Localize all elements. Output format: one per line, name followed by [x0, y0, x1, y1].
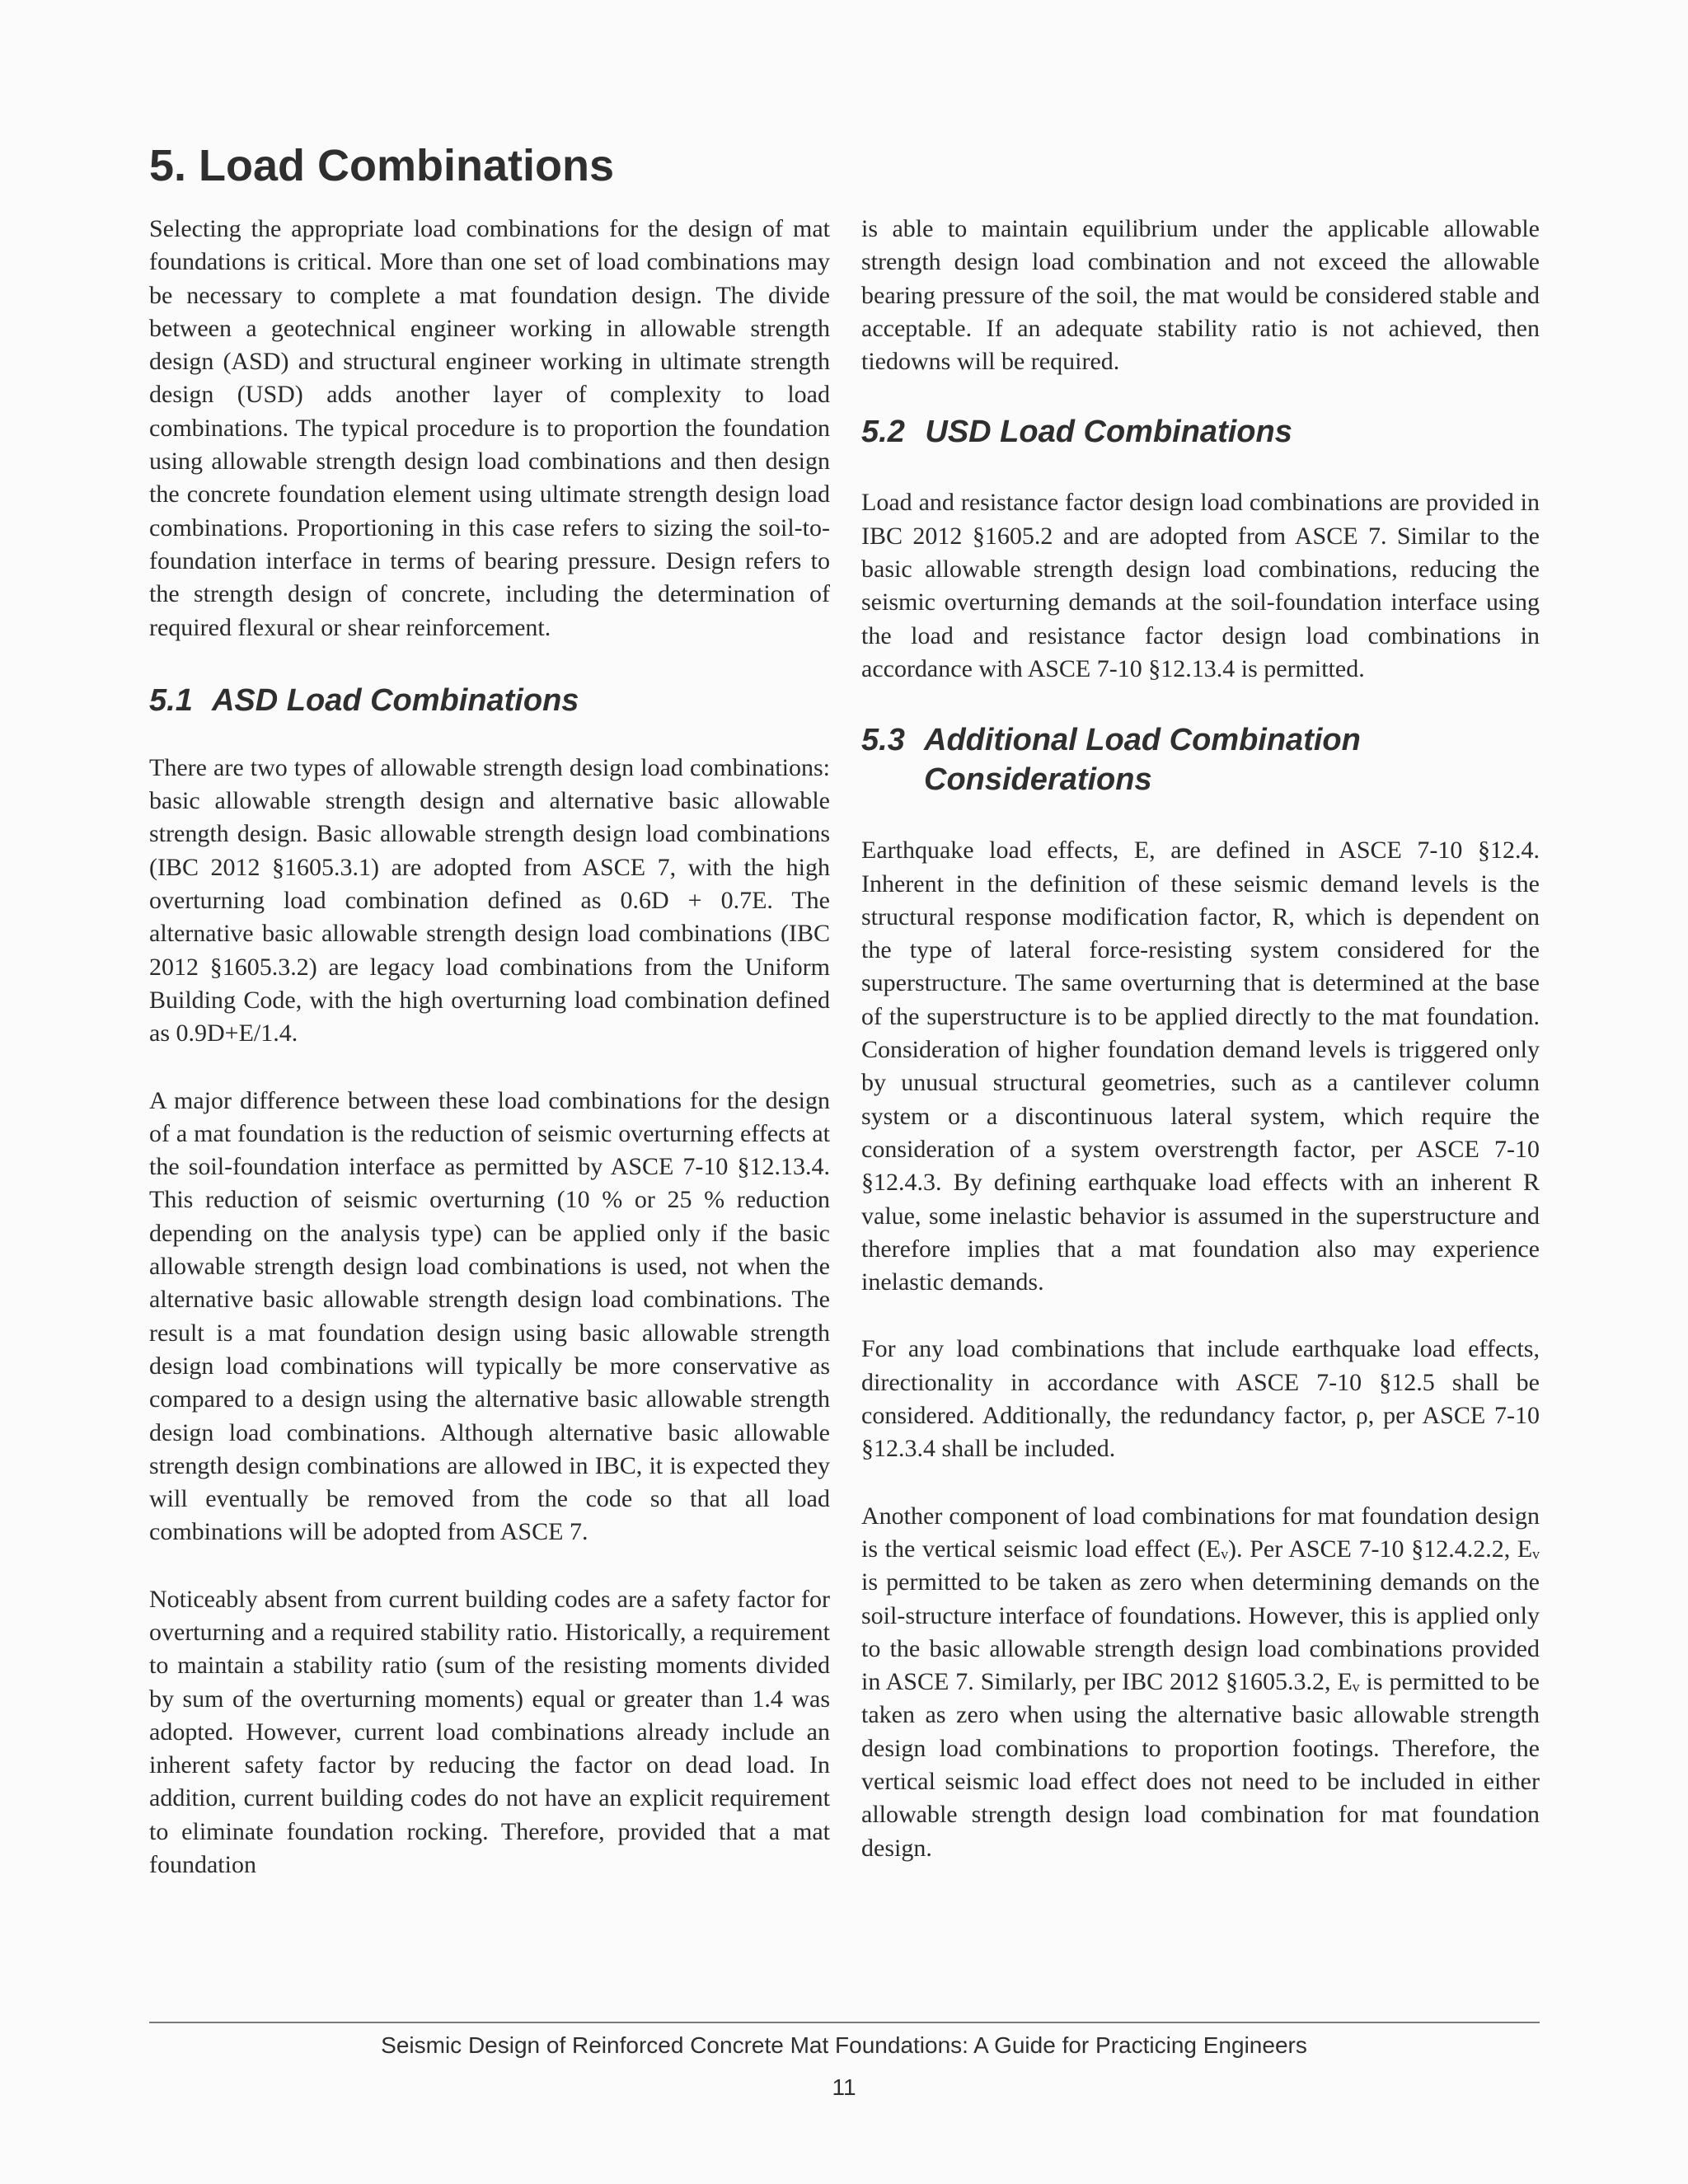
section-5-3-number: 5.3	[861, 723, 905, 758]
left-column	[149, 213, 830, 1882]
section-5-2-paragraph-1: Load and resistance factor design load combinations are provided in IBC 2012 §1605.2 and are adopted from ASCE 7. Similar to the basic allowable strength design load combinations, reducing the seismic overturning demands at the soil-foundation interface using the load and resistance factor design load combinations in accordance with ASCE 7-10 §12.13.4 is permitted.	[861, 489, 1540, 682]
section-5-1-heading	[149, 681, 830, 720]
section-5-1-number: 5.1	[149, 682, 193, 718]
section-5-3-paragraph-2: For any load combinations that include earthquake load effects, directionality in accordance with ASCE 7-10 §12.5 shall be considered. Additionally, the redundancy factor, ρ, per ASCE 7-10 §12.3.4 shall be included.	[861, 1335, 1540, 1463]
section-5-1-paragraph-2: A major difference between these load combinations for the design of a mat foundation is the reduction of seismic overturning effects at the soil-foundation interface as permitted by ASCE 7-10 §12.13.4. This reduction of seismic overturning (10 % or 25 % reduction depending on the analysis type) can be applied only if the basic allowable strength design load combinations is used, not when the alternative basic allowable strength design load combinations. The result is a mat foundation design using basic allowable strength design load combinations will typically be more conservative as compared to a design using the alternative basic allowable strength design load combinations. Although alternative basic allowable strength design combinations are allowed in IBC, it is expected they will eventually be removed from the code so that all load combinations will be adopted from ASCE 7.	[149, 1086, 830, 1546]
continuation-paragraph: is able to maintain equilibrium under the applicable allowable strength design load combination and not exceed the allowable bearing pressure of the soil, the mat would be considered stable and acceptable. If an adequate stability ratio is not achieved, then tiedowns will be required.	[861, 215, 1540, 376]
section-5-3-title-line-1: Additional Load Combination	[924, 723, 1361, 758]
section-5-3-title-line-2: Considerations	[924, 762, 1152, 798]
right-column	[861, 213, 1540, 1865]
footer-divider	[149, 2022, 1540, 2023]
section-5-3-paragraph-1: Earthquake load effects, E, are defined in ASCE 7-10 §12.4. Inherent in the definition of these seismic demand levels is the structural response modification factor, R, which is dependent on the type of lateral force-resisting system considered for the superstructure. The same overturning that is determined at the base of the superstructure is to be applied directly to the mat foundation. Consideration of higher foundation demand levels is triggered only by unusual structural geometries, such as a cantilever column system or a discontinuous lateral system, which require the consideration of a system overstrength factor, per ASCE 7-10 §12.4.3. By defining earthquake load effects with an inherent R value, some inelastic behavior is assumed in the superstructure and therefore implies that a mat foundation also may experience inelastic demands.	[861, 837, 1540, 1296]
page-number: 11	[832, 2074, 856, 2100]
section-5-1-paragraph-1: There are two types of allowable strength design load combinations: basic allowable strength design and alternative basic allowable strength design. Basic allowable strength design load combinations (IBC 2012 §1605.3.1) are adopted from ASCE 7, with the high overturning load combination defined as 0.6D + 0.7E. The alternative basic allowable strength design load combinations (IBC 2012 §1605.3.2) are legacy load combinations from the Uniform Building Code, with the high overturning load combination defined as 0.9D+E/1.4.	[149, 753, 830, 1047]
chapter-title: 5. Load Combinations	[149, 141, 615, 190]
section-5-2-number: 5.2	[861, 415, 905, 450]
section-5-3-heading	[861, 720, 1540, 799]
section-5-3-paragraph-3: Another component of load combinations for mat foundation design is the vertical seismic load effect (Eᵥ). Per ASCE 7-10 §12.4.2.2, Eᵥ is permitted to be taken as zero when determining demands on the soil-structure interface of foundations. However, this is applied only to the basic allowable strength design load combinations provided in ASCE 7. Similarly, per IBC 2012 §1605.3.2, Eᵥ is permitted to be taken as zero when using the alternative basic allowable strength design load combinations to proportion footings. Therefore, the vertical seismic load effect does not need to be included in either allowable strength design load combination for mat foundation design.	[861, 1502, 1540, 1862]
footer-title: Seismic Design of Reinforced Concrete Mat Foundations: A Guide for Practicing Engineers	[381, 2032, 1307, 2058]
section-5-1-paragraph-3: Noticeably absent from current building codes are a safety factor for overturning and a required stability ratio. Historically, a requirement to maintain a stability ratio (sum of the resisting moments divided by sum of the overturning moments) equal or greater than 1.4 was adopted. However, current load combinations already include an inherent safety factor by reducing the factor on dead load. In addition, current building codes do not have an explicit requirement to eliminate foundation rocking. Therefore, provided that a mat foundation	[149, 1585, 830, 1879]
section-5-1-title: ASD Load Combinations	[211, 682, 579, 718]
section-5-2-heading	[861, 412, 1540, 452]
intro-paragraph: Selecting the appropriate load combinations for the design of mat foundations is critical. More than one set of load combinations may be necessary to complete a mat foundation design. The divide between a geotechnical engineer working in allowable strength design (ASD) and structural engineer working in ultimate strength design (USD) adds another layer of complexity to load combinations. The typical procedure is to proportion the foundation using allowable strength design load combinations and then design the concrete foundation element using ultimate strength design load combinations. Proportioning in this case refers to sizing the soil-to-foundation interface in terms of bearing pressure. Design refers to the strength design of concrete, including the determination of required flexural or shear reinforcement.	[149, 215, 830, 641]
section-5-2-title: USD Load Combinations	[925, 415, 1292, 450]
